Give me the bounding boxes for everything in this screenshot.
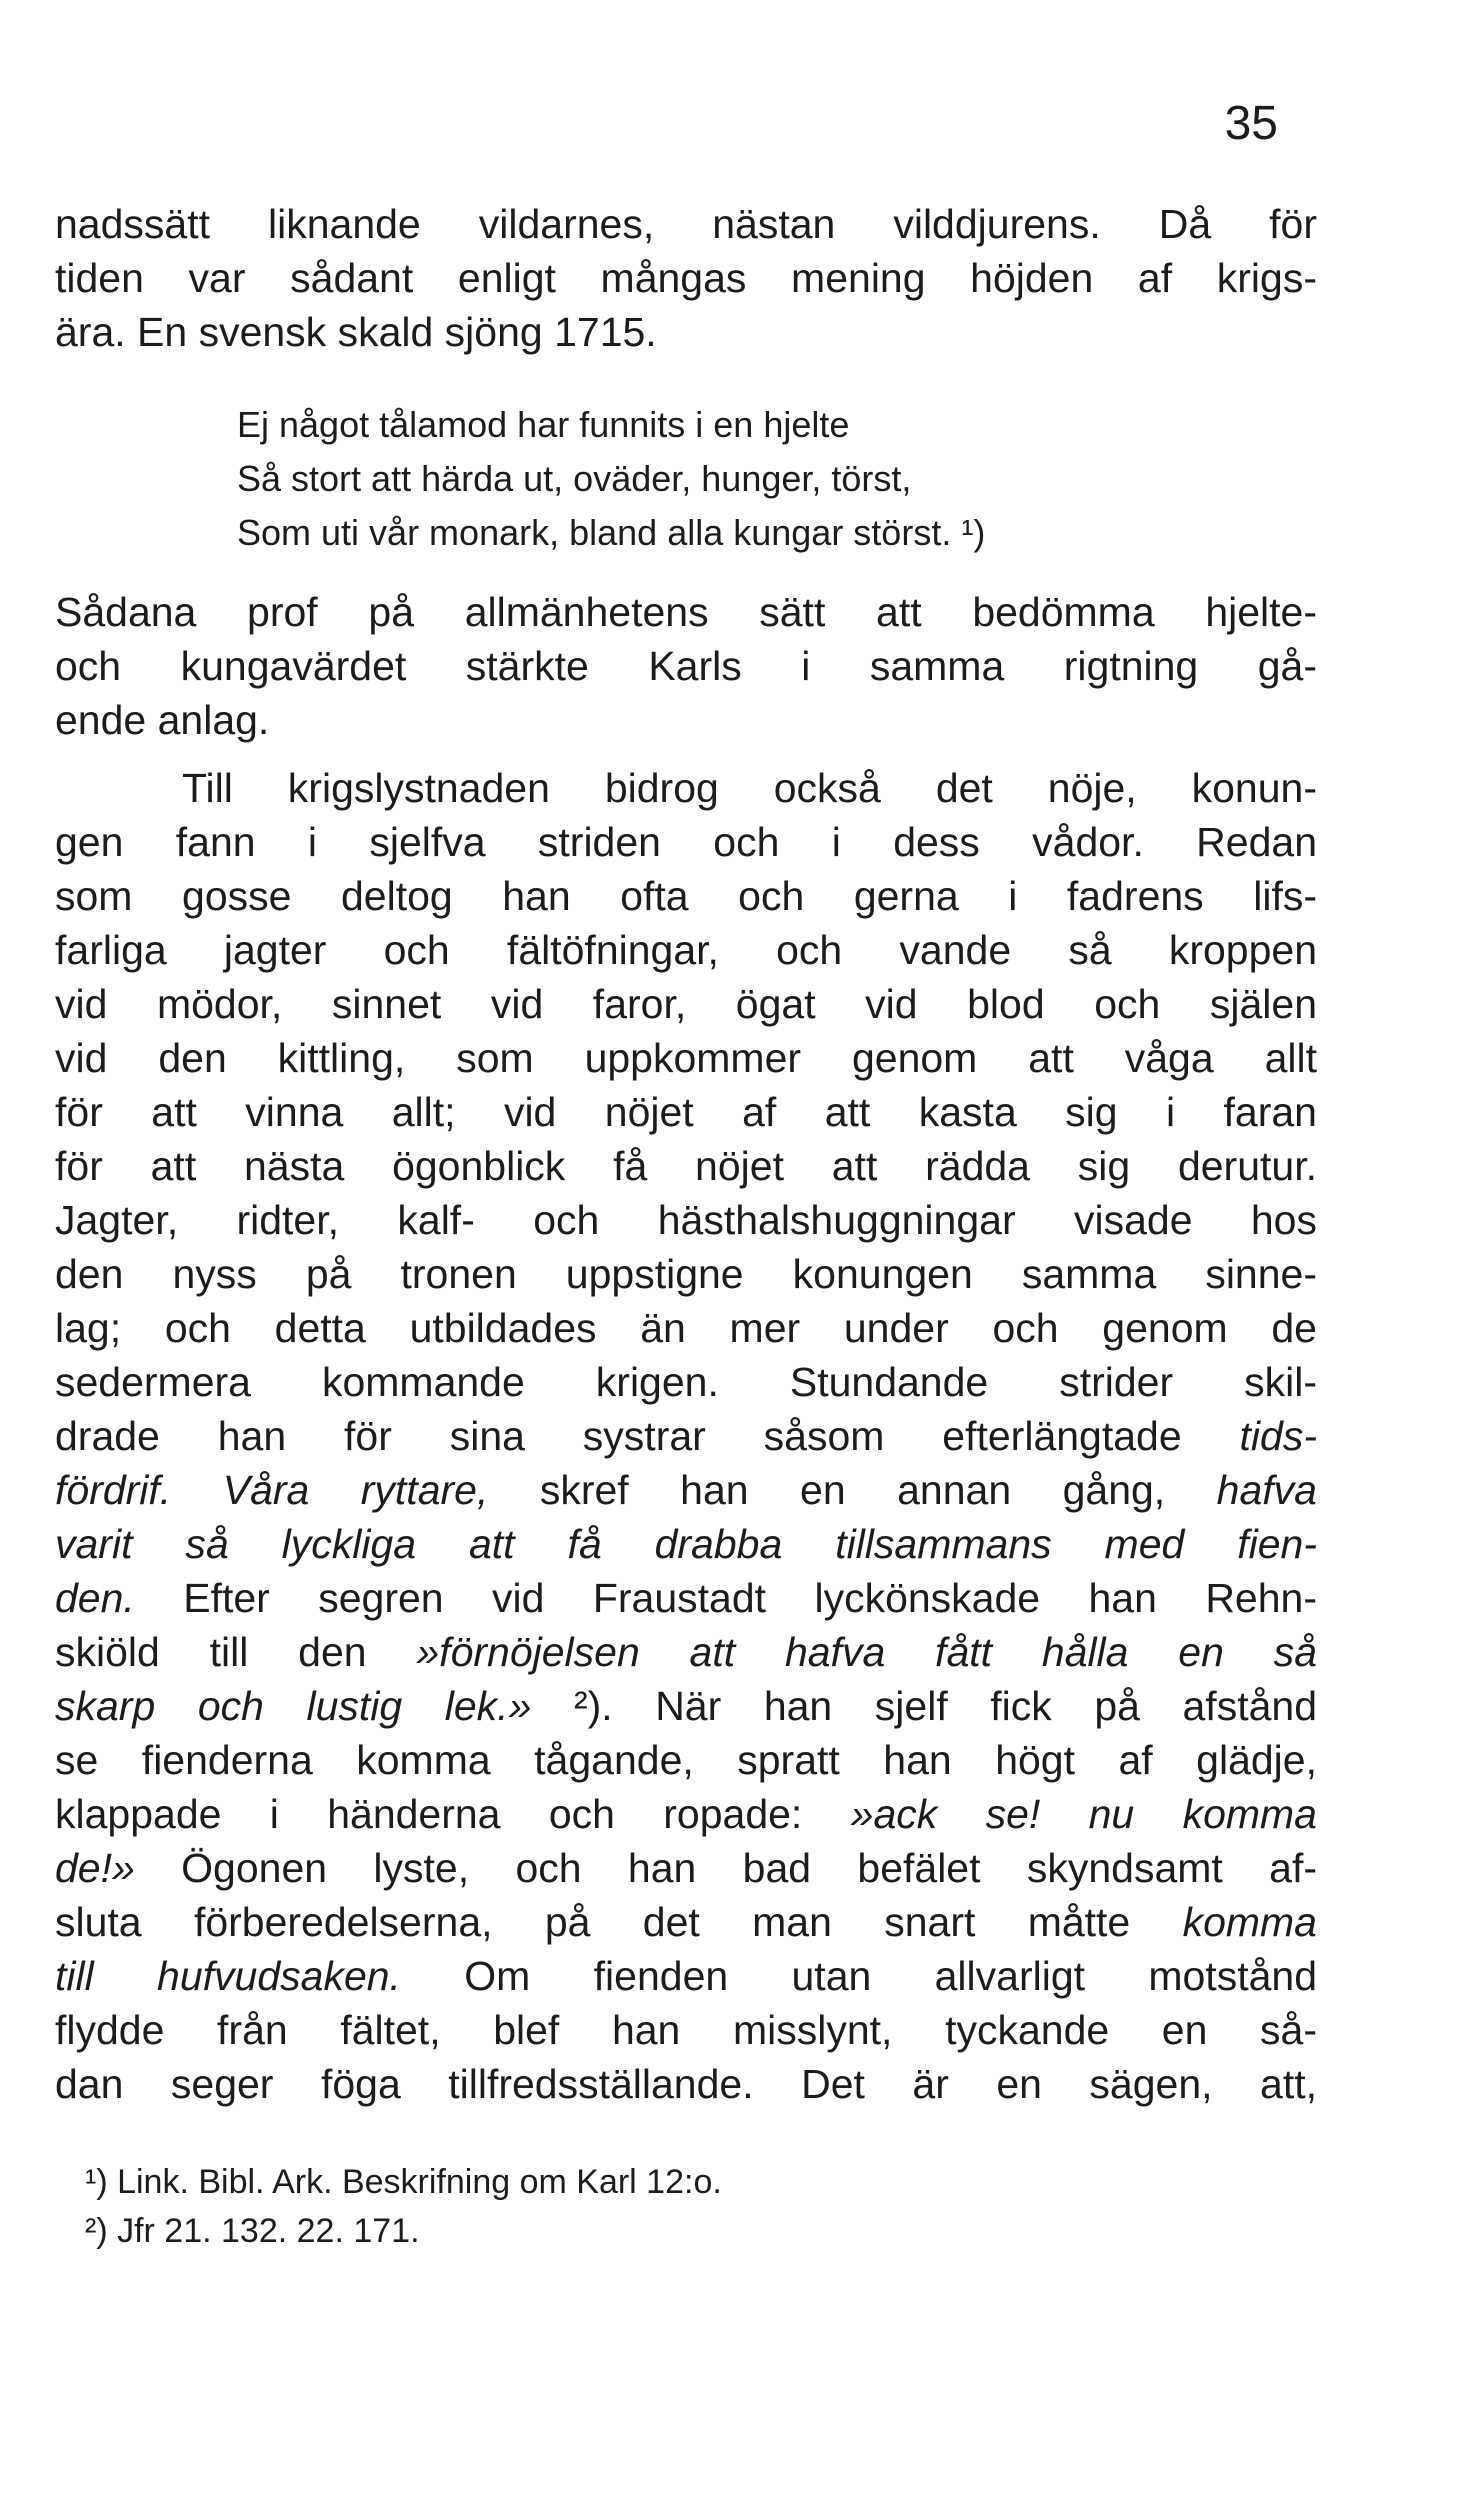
- text-line: [55, 1896, 1317, 1948]
- italic-run: »förnöjelsen att hafva fått hålla en så: [416, 1629, 1317, 1675]
- text-line: Till krigslystnaden bidrog också det nöje, konun-: [182, 765, 1317, 811]
- text-line: farliga jagter och fältöfningar, och vande så kroppen: [55, 927, 1317, 973]
- text-line: [55, 1950, 1317, 2002]
- text-run: Om fienden utan allvarligt motstånd: [400, 1953, 1317, 1999]
- text-line: som gosse deltog han ofta och gerna i fadrens lifs-: [55, 873, 1317, 919]
- italic-run: »ack se! nu komma: [850, 1791, 1317, 1837]
- text-line: ende anlag.: [55, 697, 270, 743]
- text-line: [55, 1464, 1317, 1516]
- text-line: dan seger föga tillfredsställande. Det är en sägen, att,: [55, 2061, 1317, 2107]
- text-line: sedermera kommande krigen. Stundande strider skil-: [55, 1359, 1317, 1405]
- italic-run: komma: [1182, 1899, 1317, 1945]
- text-line: se fienderna komma tågande, spratt han högt af glädje,: [55, 1737, 1317, 1783]
- verse-line: Så stort att härda ut, oväder, hunger, törst,: [237, 458, 912, 499]
- text-line: [55, 1842, 1317, 1894]
- text-line: tiden var sådant enligt mångas mening höjden af krigs-: [55, 255, 1317, 301]
- text-line: lag; och detta utbildades än mer under och genom de: [55, 1305, 1317, 1351]
- text-run: Ögonen lyste, och han bad befälet skyndsamt af-: [134, 1845, 1317, 1891]
- text-line: [55, 1572, 1317, 1624]
- text-run: drade han för sina systrar såsom efterlängtade: [55, 1413, 1240, 1459]
- text-line: [55, 1788, 1317, 1840]
- text-line: vid mödor, sinnet vid faror, ögat vid blod och själen: [55, 981, 1317, 1027]
- page-number: 35: [1224, 97, 1278, 150]
- text-run: Efter segren vid Fraustadt lyckönskade han Rehn-: [134, 1575, 1317, 1621]
- text-line: Sådana prof på allmänhetens sätt att bedömma hjelte-: [55, 589, 1317, 635]
- italic-run: de!»: [55, 1845, 135, 1891]
- text-run: ²). När han sjelf fick på afstånd: [531, 1683, 1317, 1729]
- footnote: ²) Jfr 21. 132. 22. 171.: [85, 2212, 420, 2250]
- text-line: gen fann i sjelfva striden och i dess vådor. Redan: [55, 819, 1317, 865]
- italic-run: hafva: [1216, 1467, 1317, 1513]
- text-run: skiöld till den: [55, 1629, 417, 1675]
- text-line: [55, 1410, 1317, 1462]
- text-line: [55, 1626, 1317, 1678]
- verse-line: Ej något tålamod har funnits i en hjelte: [237, 404, 850, 445]
- text-line: nadssätt liknande vildarnes, nästan vilddjurens. Då för: [55, 201, 1317, 247]
- text-line: och kungavärdet stärkte Karls i samma rigtning gå-: [55, 643, 1317, 689]
- verse-line: Som uti vår monark, bland alla kungar störst. ¹): [237, 512, 986, 553]
- italic-run: Våra ryttare,: [222, 1467, 489, 1513]
- text-run: skref han en annan gång,: [488, 1467, 1217, 1513]
- text-line: för att nästa ögonblick få nöjet att rädda sig derutur.: [55, 1143, 1317, 1189]
- footnote: ¹) Link. Bibl. Ark. Beskrifning om Karl 12:o.: [85, 2163, 722, 2201]
- text-line: den nyss på tronen uppstigne konungen samma sinne-: [55, 1251, 1317, 1297]
- text-line: vid den kittling, som uppkommer genom att våga allt: [55, 1035, 1317, 1081]
- text-line: Jagter, ridter, kalf- och hästhalshuggningar visade hos: [55, 1197, 1317, 1243]
- italic-run: tids-: [1239, 1413, 1317, 1459]
- text-line: för att vinna allt; vid nöjet af att kasta sig i faran: [55, 1089, 1317, 1135]
- italic-run: skarp och lustig lek.»: [55, 1683, 532, 1729]
- text-run: klappade i händerna och ropade:: [55, 1791, 851, 1837]
- text-run: sluta förberedelserna, på det man snart måtte: [55, 1899, 1183, 1945]
- italic-run: till hufvudsaken.: [55, 1953, 401, 1999]
- italic-run: fördrif.: [55, 1467, 172, 1513]
- text-line: [55, 1680, 1317, 1732]
- italic-run: den.: [55, 1575, 135, 1621]
- text-line: ära. En svensk skald sjöng 1715.: [55, 309, 657, 355]
- text-line: flydde från fältet, blef han misslynt, tyckande en så-: [55, 2007, 1317, 2053]
- text-line: varit så lyckliga att få drabba tillsammans med fien-: [55, 1521, 1317, 1567]
